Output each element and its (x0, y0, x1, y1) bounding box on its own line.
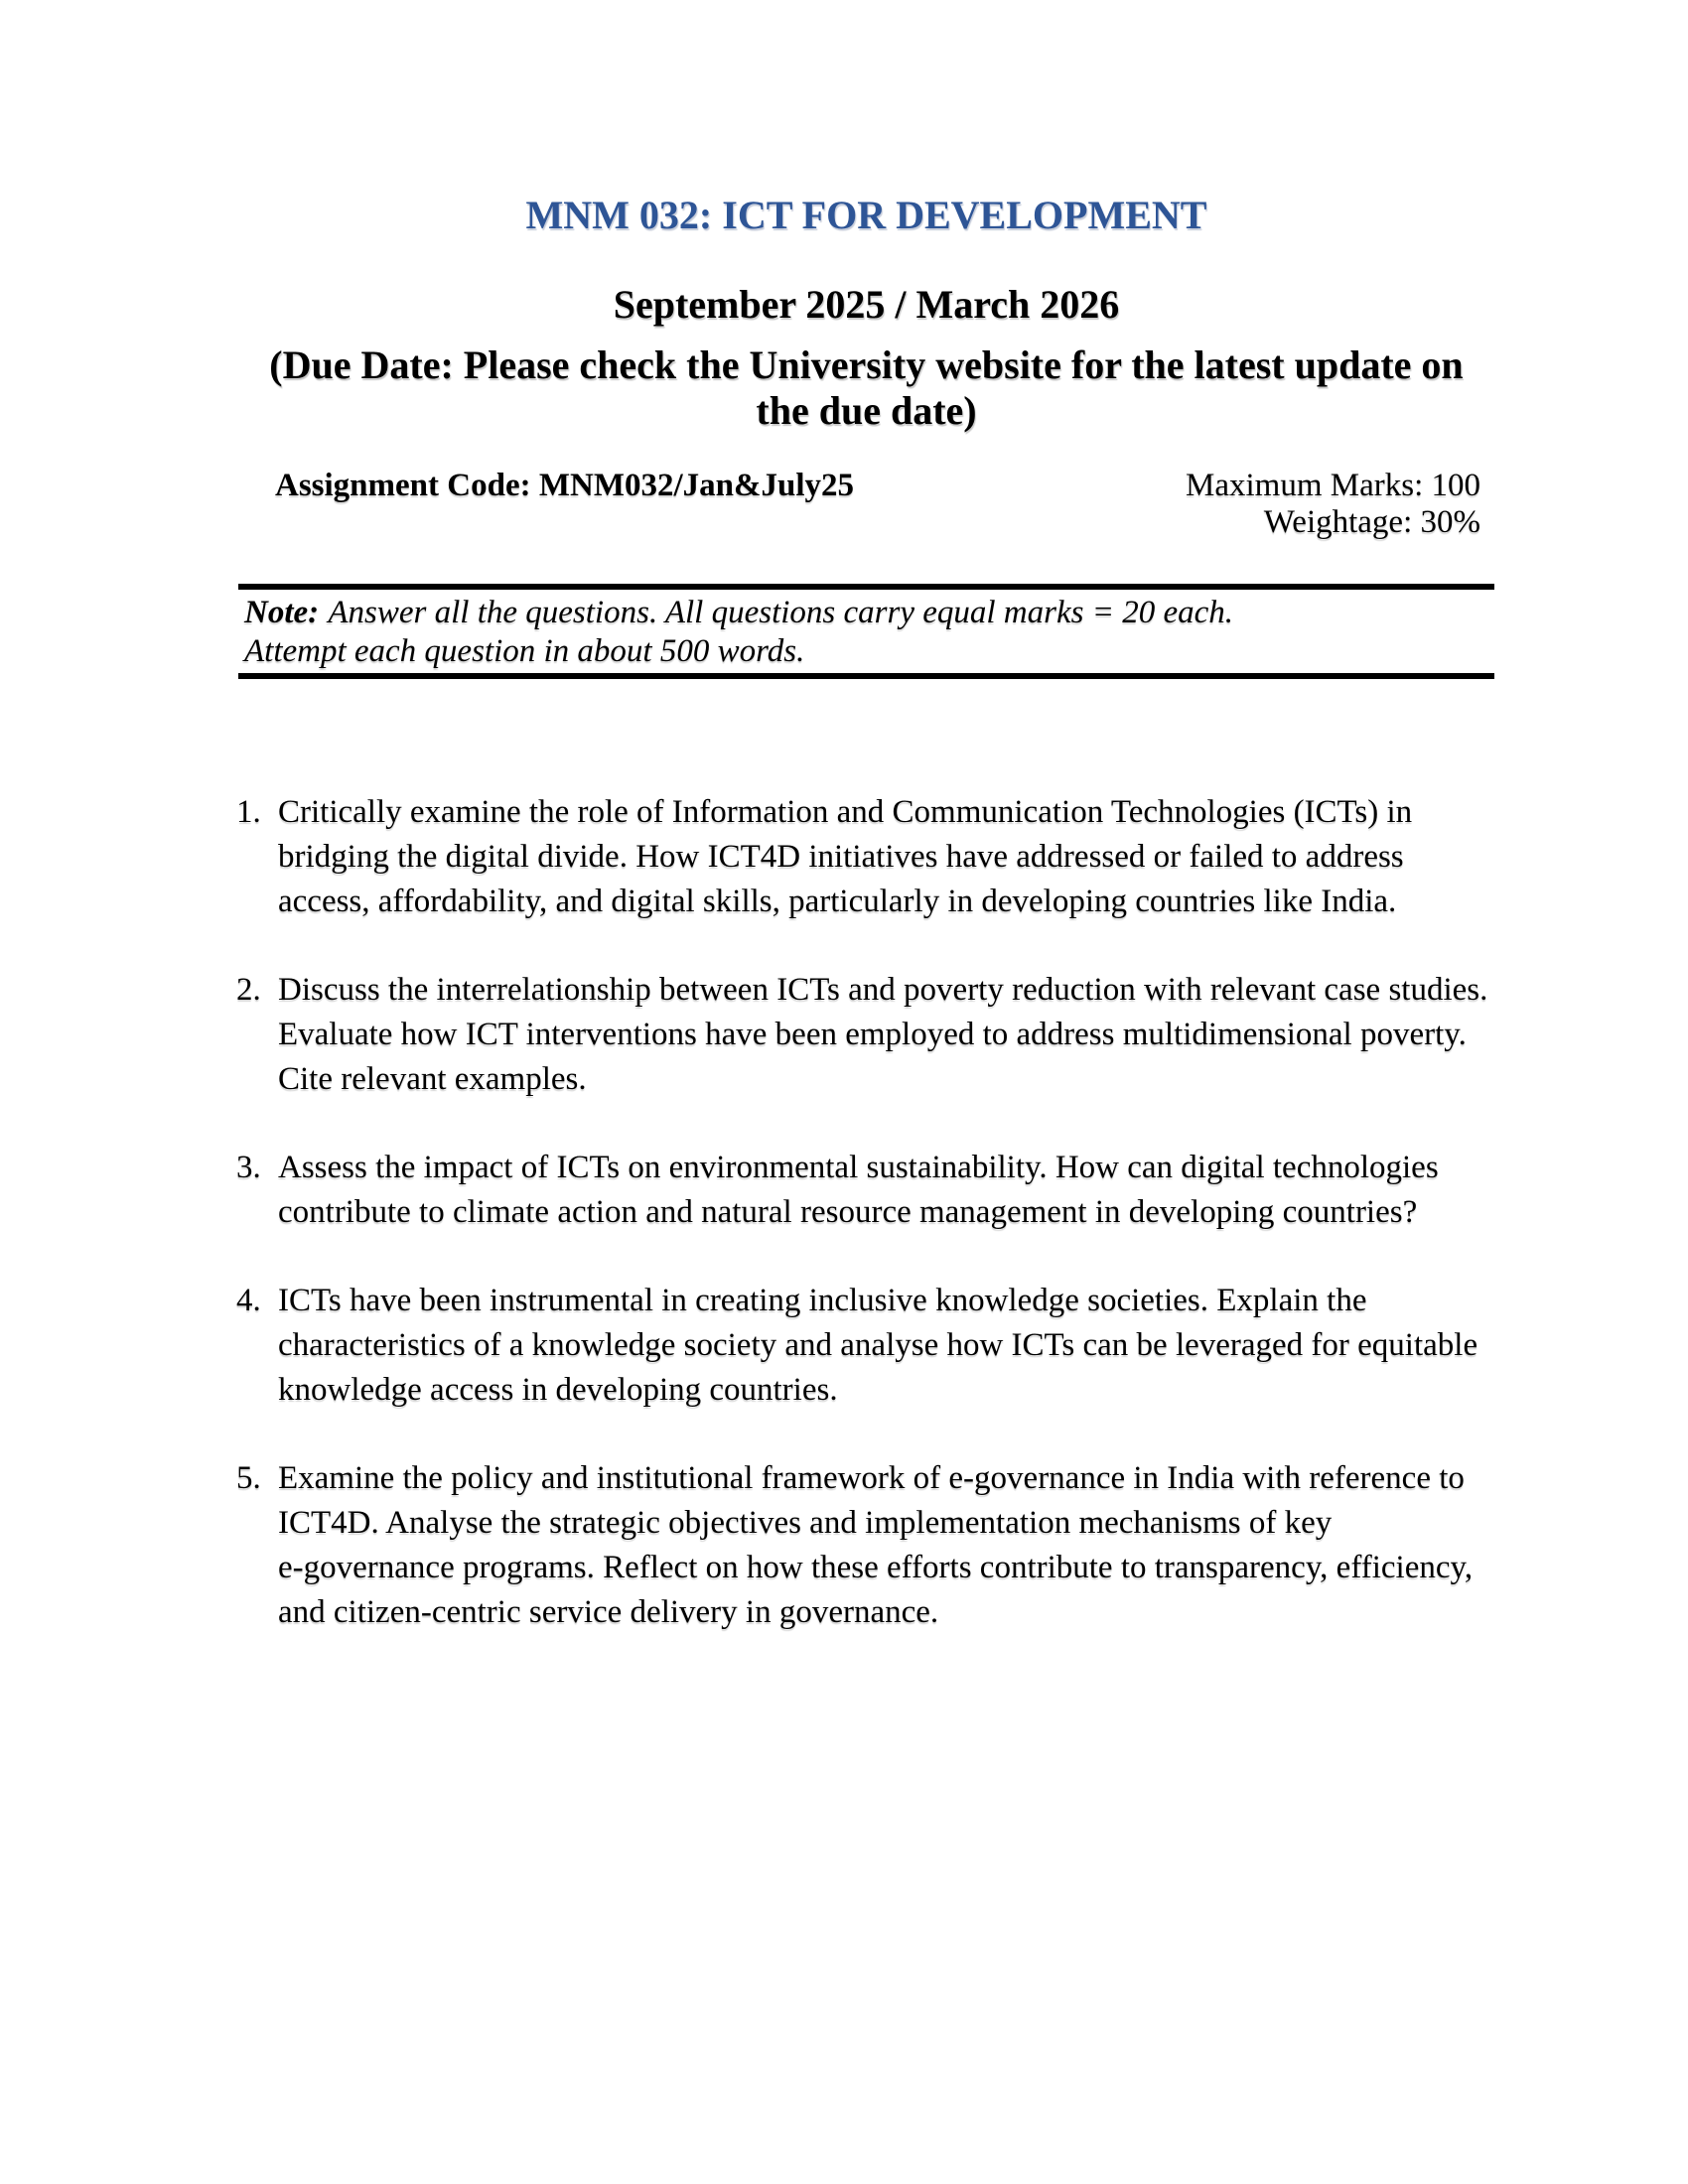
question-line: characteristics of a knowledge society and analyse how ICTs can be leveraged for equitable (278, 1327, 1478, 1363)
question-item (238, 1456, 1494, 1635)
note-line-1 (244, 594, 1484, 632)
question-item (238, 1279, 1494, 1413)
question-line: access, affordability, and digital skills, particularly in developing countries like India. (278, 884, 1397, 919)
question-number: 3. (236, 1150, 261, 1185)
due-date-line: the due date) (756, 388, 977, 433)
note-label: Note: (244, 595, 320, 630)
weightage: Weightage: 30% (1263, 504, 1480, 540)
question-number: 5. (236, 1460, 261, 1496)
question-line: Critically examine the role of Information and Communication Technologies (ICTs) in (278, 794, 1413, 830)
question-number: 2. (236, 972, 261, 1008)
question-line: and citizen-centric service delivery in governance. (278, 1594, 939, 1630)
question-line: Examine the policy and institutional framework of e-governance in India with reference to (278, 1460, 1465, 1496)
note-box (238, 584, 1494, 679)
question-line: Evaluate how ICT interventions have been employed to address multidimensional poverty. (278, 1017, 1467, 1052)
maximum-marks: Maximum Marks: 100 (1186, 468, 1480, 503)
due-date-line: (Due Date: Please check the University website for the latest update on (269, 342, 1464, 387)
question-lines (278, 1146, 1494, 1235)
note-text-1: Answer all the questions. All questions carry equal marks = 20 each. (328, 595, 1234, 630)
question-lines (278, 1279, 1494, 1413)
question-line: bridging the digital divide. How ICT4D initiatives have addressed or failed to address (278, 839, 1404, 875)
question-line: knowledge access in developing countries. (278, 1372, 838, 1408)
question-lines (278, 968, 1494, 1102)
question-line: e-governance programs. Reflect on how these efforts contribute to transparency, efficiency, (278, 1550, 1474, 1585)
questions-list (238, 790, 1494, 1635)
assignment-info-row (238, 468, 1494, 541)
question-line: Assess the impact of ICTs on environmental sustainability. How can digital technologies (278, 1150, 1439, 1185)
question-item (238, 968, 1494, 1102)
question-number: 4. (236, 1283, 261, 1318)
question-line: contribute to climate action and natural resource management in developing countries? (278, 1194, 1418, 1230)
question-line: ICTs have been instrumental in creating inclusive knowledge societies. Explain the (278, 1283, 1367, 1318)
due-date-heading (238, 342, 1494, 434)
question-lines (278, 790, 1494, 924)
assignment-code: Assignment Code: MNM032/Jan&July25 (275, 468, 854, 503)
session-heading: September 2025 / March 2026 (613, 282, 1120, 327)
question-number: 1. (236, 794, 261, 830)
question-line: Cite relevant examples. (278, 1061, 587, 1097)
marks-block (1186, 468, 1480, 541)
question-line: ICT4D. Analyse the strategic objectives and implementation mechanisms of key (278, 1505, 1333, 1541)
question-item (238, 790, 1494, 924)
question-line: Discuss the interrelationship between ICTs and poverty reduction with relevant case studies. (278, 972, 1488, 1008)
question-lines (278, 1456, 1494, 1635)
question-item (238, 1146, 1494, 1235)
course-title: MNM 032: ICT FOR DEVELOPMENT (525, 193, 1207, 237)
note-line-2: Attempt each question in about 500 words. (244, 633, 805, 669)
